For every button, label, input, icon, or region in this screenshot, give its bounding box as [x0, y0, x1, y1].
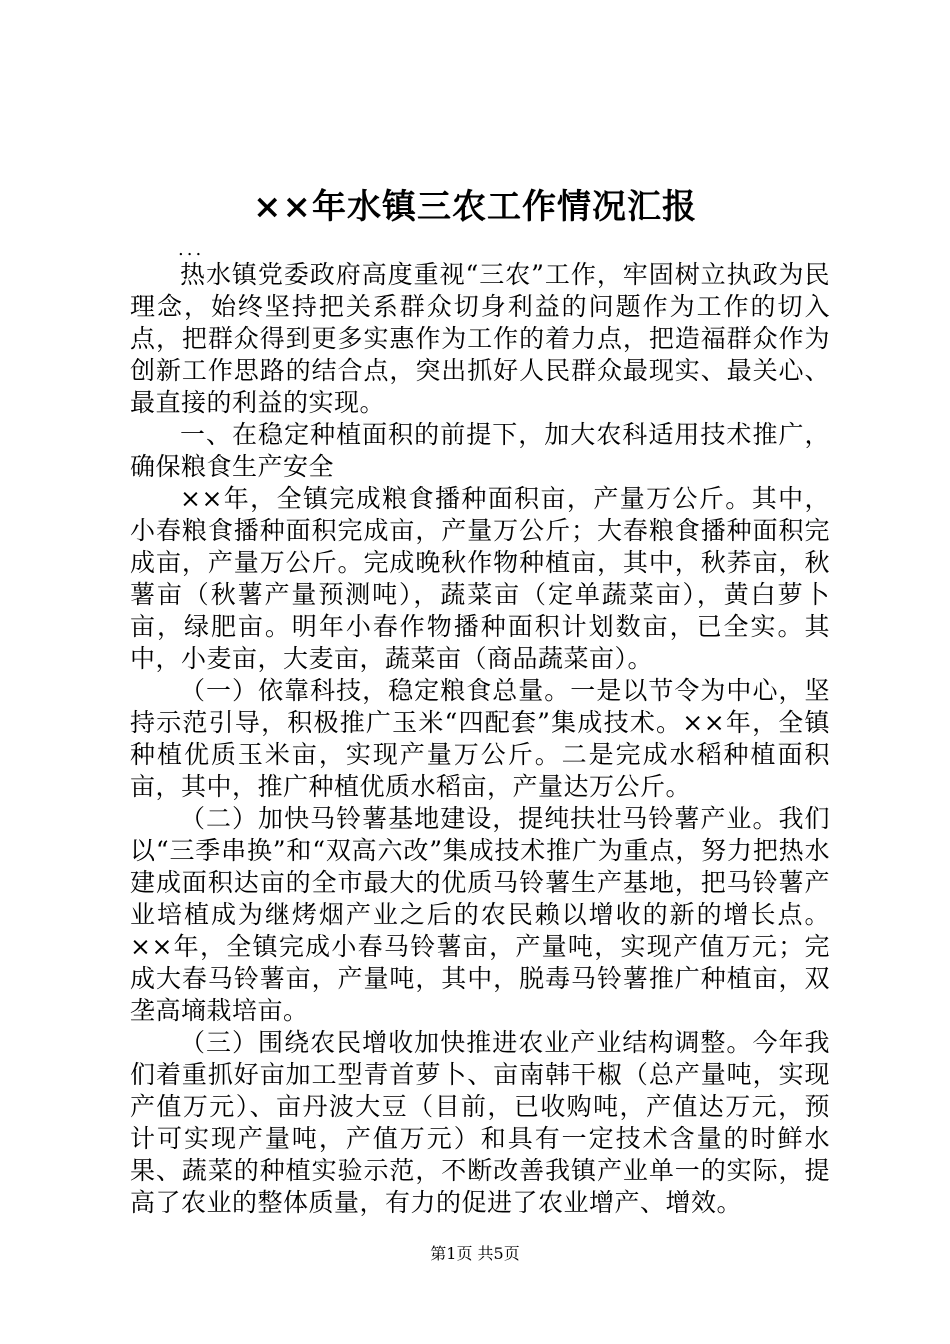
paragraph-intro: 热水镇党委政府高度重视“三农”工作，牢固树立执政为民理念，始终坚持把关系群众切身利益的问题作为工作的切入点，把群众得到更多实惠作为工作的着力点，把造福群众作为创新工作思路的结合点，突出抓好人民群众最现实、最关心、最直接的利益的实现。 [130, 260, 830, 417]
paragraph-grain-summary: ××年，全镇完成粮食播种面积亩，产量万公斤。其中，小春粮食播种面积完成亩，产量万公斤；大春粮食播种面积完成亩，产量万公斤。完成晚秋作物种植亩，其中，秋荞亩，秋薯亩（秋薯产量预测吨），蔬菜亩（定单蔬菜亩），黄白萝卜亩，绿肥亩。明年小春作物播种面积计划数亩，已全实。其中，小麦亩，大麦亩，蔬菜亩（商品蔬菜亩）。 [130, 484, 830, 673]
page-footer: 第1页 共5页 [430, 1244, 520, 1263]
paragraph-subsection-3: （三）围绕农民增收加快推进农业产业结构调整。今年我们着重抓好亩加工型青首萝卜、亩南韩干椒（总产量吨，实现产值万元）、亩丹波大豆（目前，已收购吨，产值达万元，预计可实现产量吨，产值万元）和具有一定技术含量的时鲜水果、蔬菜的种植实验示范，不断改善我镇产业单一的实际，提高了农业的整体质量，有力的促进了农业增产、增效。 [130, 1028, 830, 1217]
document-body [130, 259, 830, 1219]
ellipsis-marker: ... [178, 239, 205, 260]
document-title: ××年水镇三农工作情况汇报 [253, 187, 697, 227]
section-heading-1: 一、在稳定种植面积的前提下，加大农科适用技术推广，确保粮食生产安全 [130, 420, 830, 481]
paragraph-subsection-2: （二）加快马铃薯基地建设，提纯扶壮马铃薯产业。我们以“三季串换”和“双高六改”集成技术推广为重点，努力把热水建成面积达亩的全市最大的优质马铃薯生产基地，把马铃薯产业培植成为继烤烟产业之后的农民赖以增收的新的增长点。××年，全镇完成小春马铃薯亩，产量吨，实现产值万元；完成大春马铃薯亩，产量吨，其中，脱毒马铃薯推广种植亩，双垄高墒栽培亩。 [130, 804, 830, 1025]
paragraph-subsection-1: （一）依靠科技，稳定粮食总量。一是以节令为中心，坚持示范引导，积极推广玉米“四配套”集成技术。××年，全镇种植优质玉米亩，实现产量万公斤。二是完成水稻种植面积亩，其中，推广种植优质水稻亩，产量达万公斤。 [130, 676, 830, 801]
